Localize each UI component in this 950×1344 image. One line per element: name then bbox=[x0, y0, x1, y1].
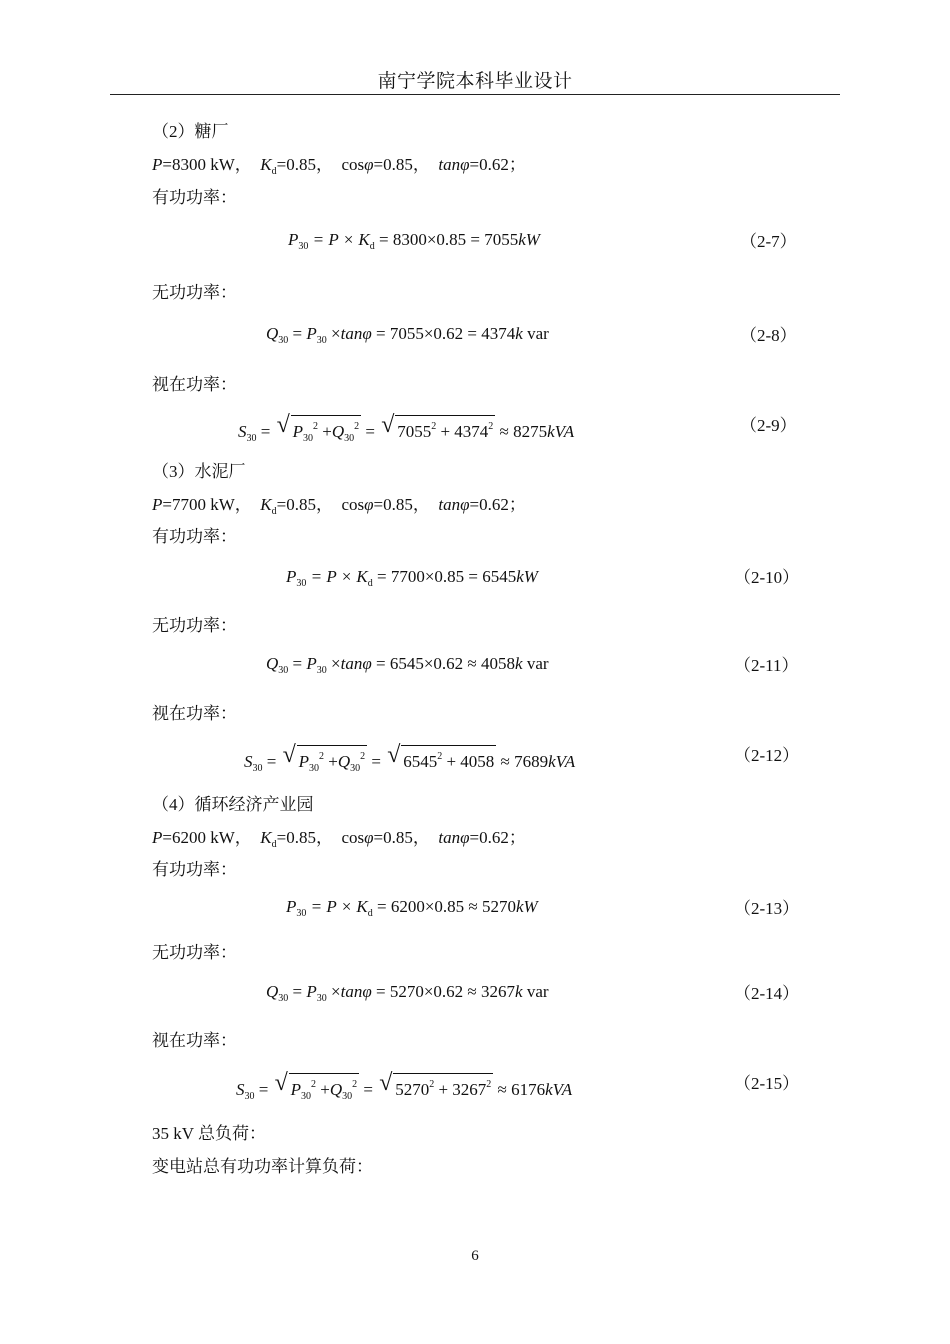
equation-reactive-power: $Q_{30} = P_{30} \times\tan\varphi = 5270\times 0.62 \approx 3267k$ var bbox=[266, 982, 549, 1004]
equation-number: （2-11） bbox=[734, 656, 799, 675]
equation-apparent-power: $S_{30}$ = √ $P_{30}^2 +Q_{30}^2$ = √ 7055$^2$ + 4374$^2$ ≈ 8275kVA bbox=[238, 415, 574, 450]
equation-apparent-power: $S_{30}$ = √ $P_{30}^2 +Q_{30}^2$ = √ 5270$^2$ + 3267$^2$ ≈ 6176kVA bbox=[236, 1073, 572, 1108]
label-apparent-power: 视在功率： bbox=[152, 704, 237, 723]
equation-number: （2-15） bbox=[734, 1074, 800, 1093]
label-apparent-power: 视在功率： bbox=[152, 1031, 237, 1050]
header-rule bbox=[110, 94, 840, 95]
params-line: P=8300 kW， $K_d=0.85$， cosφ=0.85， tanφ=0.62； bbox=[152, 155, 526, 177]
equation-active-power: $P_{30} = P \times K_d = 8300\times 0.85 = 7055kW$ bbox=[288, 230, 540, 252]
equation-number: （2-14） bbox=[734, 984, 800, 1003]
section-title-circular-economy-park: （4）循环经济产业园 bbox=[152, 795, 314, 814]
label-active-power: 有功功率： bbox=[152, 188, 237, 207]
params-line: P=7700 kW， $K_d=0.85$， cosφ=0.85， tanφ=0.62； bbox=[152, 495, 526, 517]
label-active-power: 有功功率： bbox=[152, 860, 237, 879]
equation-active-power: $P_{30} = P \times K_d = 7700\times 0.85 = 6545kW$ bbox=[286, 567, 538, 589]
params-line: P=6200 kW， $K_d=0.85$， cosφ=0.85， tanφ=0.62； bbox=[152, 828, 526, 850]
station-load-line: 变电站总有功功率计算负荷： bbox=[152, 1157, 373, 1176]
section-title-sugar-factory: （2）糖厂 bbox=[152, 122, 229, 141]
page-header: 南宁学院本科毕业设计 bbox=[377, 71, 573, 92]
label-reactive-power: 无功功率： bbox=[152, 283, 237, 302]
section-title-cement-factory: （3）水泥厂 bbox=[152, 462, 246, 481]
label-apparent-power: 视在功率： bbox=[152, 375, 237, 394]
equation-number: （2-13） bbox=[734, 899, 800, 918]
equation-apparent-power: $S_{30}$ = √ $P_{30}^2 +Q_{30}^2$ = √ 6545$^2$ + 4058 ≈ 7689kVA bbox=[244, 745, 575, 780]
equation-number: （2-7） bbox=[740, 232, 797, 251]
equation-number: （2-9） bbox=[740, 416, 797, 435]
label-reactive-power: 无功功率： bbox=[152, 616, 237, 635]
equation-number: （2-12） bbox=[734, 746, 800, 765]
equation-number: （2-10） bbox=[734, 568, 800, 587]
page-number: 6 bbox=[471, 1248, 479, 1264]
label-reactive-power: 无功功率： bbox=[152, 943, 237, 962]
equation-reactive-power: $Q_{30} = P_{30} \times\tan\varphi = 6545\times 0.62 \approx 4058k$ var bbox=[266, 654, 549, 676]
equation-reactive-power: $Q_{30} = P_{30} \times\tan\varphi = 7055\times 0.62 = 4374k$ var bbox=[266, 324, 549, 346]
equation-number: （2-8） bbox=[740, 326, 797, 345]
label-active-power: 有功功率： bbox=[152, 527, 237, 546]
total-load-line: 35 kV 总负荷： bbox=[152, 1124, 266, 1143]
equation-active-power: $P_{30} = P \times K_d = 6200\times 0.85 \approx 5270kW$ bbox=[286, 897, 538, 919]
